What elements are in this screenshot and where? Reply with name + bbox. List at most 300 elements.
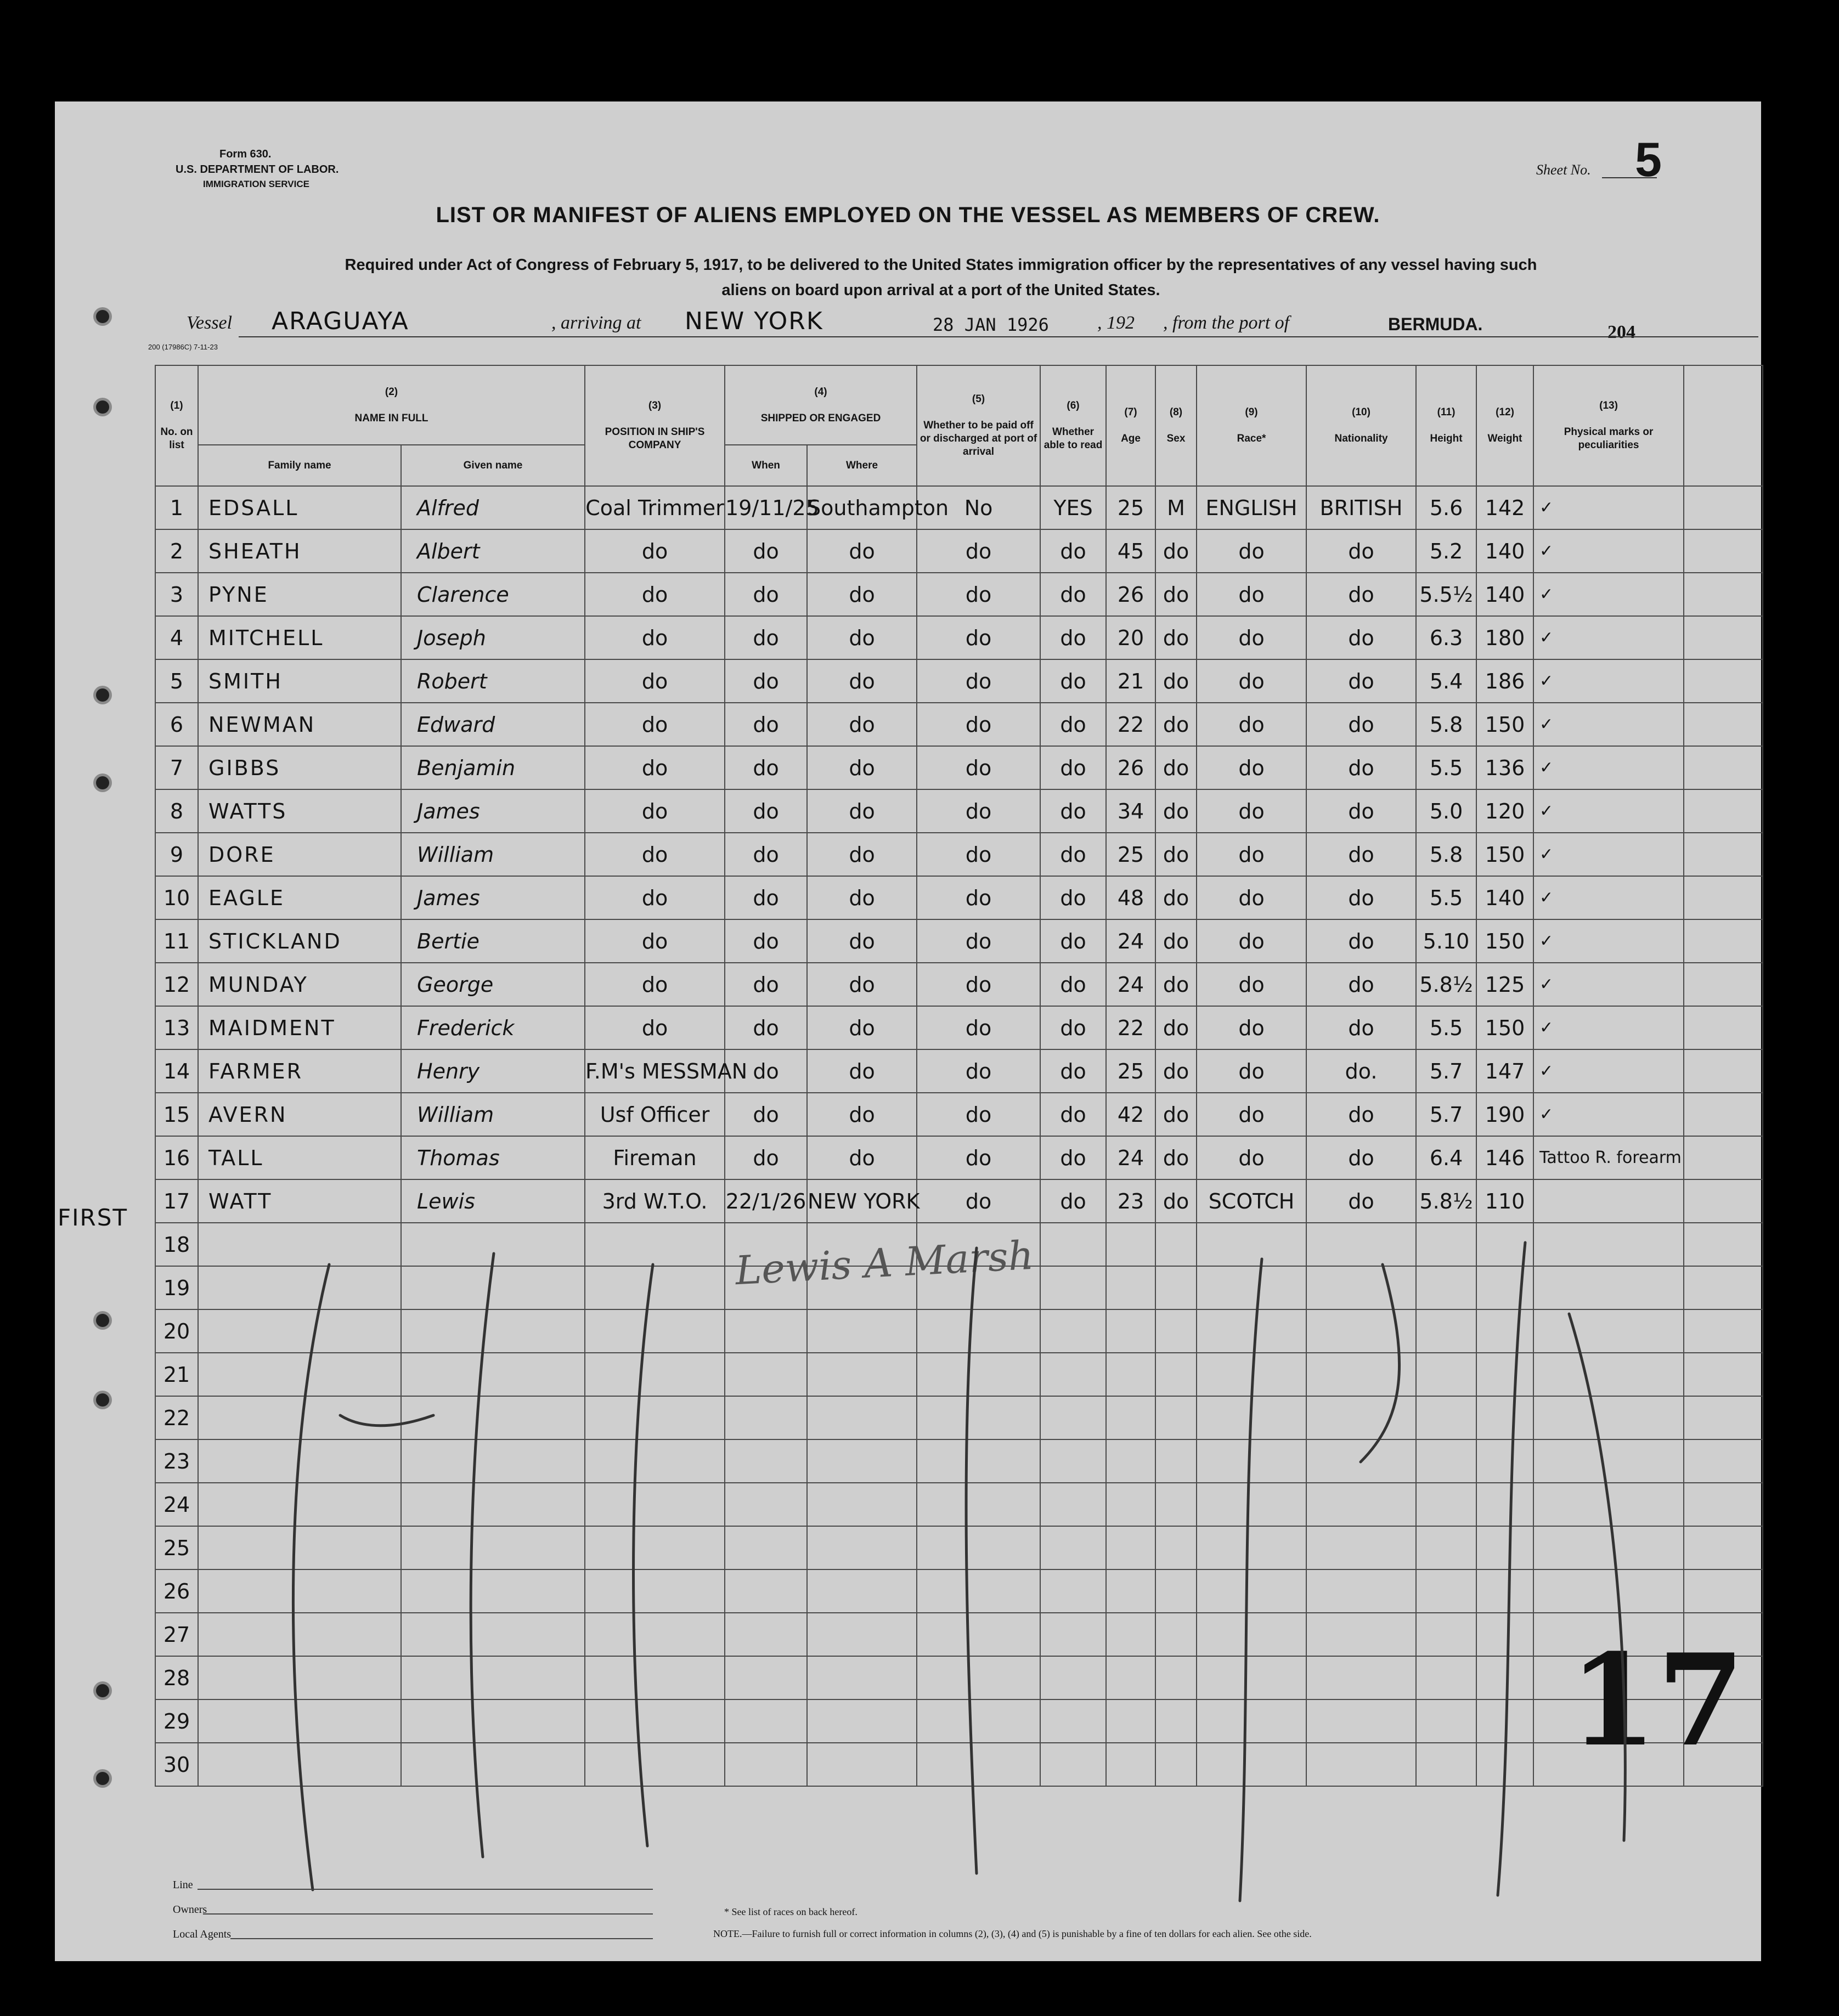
cell-race: do [1197, 1049, 1306, 1093]
cell-sex: do [1155, 1179, 1197, 1223]
cell-race: do [1197, 573, 1306, 616]
cell-paid: No [917, 486, 1040, 529]
cell-marks: ✓ [1533, 486, 1684, 529]
row-number: 6 [155, 703, 198, 746]
cell-paid: do [917, 1006, 1040, 1049]
cell-marks: Tattoo R. forearm [1533, 1136, 1684, 1179]
row-number: 26 [155, 1569, 198, 1613]
service-name: IMMIGRATION SERVICE [203, 179, 309, 189]
agents-label: Local Agents [173, 1928, 232, 1940]
cell-marks: ✓ [1533, 1006, 1684, 1049]
cell-where: do [807, 529, 917, 573]
cell-nationality: do [1306, 1179, 1416, 1223]
cell-paid: do [917, 963, 1040, 1006]
col-no-header: (1) No. on list [155, 365, 198, 486]
cell-position: F.M's MESSMAN [585, 1049, 725, 1093]
sheet-label: Sheet No. [1536, 162, 1591, 178]
cell-read: do [1040, 789, 1106, 833]
cell-race: do [1197, 963, 1306, 1006]
cell-position: do [585, 703, 725, 746]
cell-nationality: do [1306, 833, 1416, 876]
cell-given: Lewis [401, 1179, 585, 1223]
cell-read: do [1040, 573, 1106, 616]
cell-family: NEWMAN [198, 703, 401, 746]
row-number: 11 [155, 919, 198, 963]
cell-where: do [807, 919, 917, 963]
row-number: 8 [155, 789, 198, 833]
cell-family: MITCHELL [198, 616, 401, 659]
manifest-page [55, 101, 1761, 1961]
cell-when: do [725, 529, 807, 573]
cell-where: do [807, 616, 917, 659]
cell-position: do [585, 616, 725, 659]
manifest-title: LIST OR MANIFEST OF ALIENS EMPLOYED ON THE VESSEL AS MEMBERS OF CREW. [436, 203, 1380, 227]
cell-paid: do [917, 616, 1040, 659]
cell-marks: ✓ [1533, 616, 1684, 659]
cell-weight: 125 [1476, 963, 1533, 1006]
cell-sex: do [1155, 1049, 1197, 1093]
cell-family: TALL [198, 1136, 401, 1179]
cell-sex: do [1155, 1093, 1197, 1136]
cell-height: 5.4 [1416, 659, 1476, 703]
cell-age: 24 [1106, 1136, 1155, 1179]
cell-where: do [807, 1136, 917, 1179]
owners-label: Owners [173, 1904, 207, 1916]
cell-paid: do [917, 746, 1040, 789]
cell-race: do [1197, 876, 1306, 919]
cell-where: do [807, 703, 917, 746]
row-number: 5 [155, 659, 198, 703]
cell-read: do [1040, 1049, 1106, 1093]
cell-height: 5.2 [1416, 529, 1476, 573]
col-paid-header: (5) Whether to be paid off or discharged at port of arrival [917, 365, 1040, 486]
cell-marks: ✓ [1533, 573, 1684, 616]
cell-sex: do [1155, 703, 1197, 746]
cell-given: Thomas [401, 1136, 585, 1179]
col-name-header: (2) NAME IN FULL [198, 365, 585, 445]
races-note: * See list of races on back hereof. [724, 1906, 858, 1917]
cell-read: do [1040, 1006, 1106, 1049]
cell-marks: ✓ [1533, 746, 1684, 789]
cell-age: 25 [1106, 1049, 1155, 1093]
row-number: 14 [155, 1049, 198, 1093]
cell-paid: do [917, 529, 1040, 573]
cell-marks: ✓ [1533, 789, 1684, 833]
row-number: 28 [155, 1656, 198, 1699]
cell-family: DORE [198, 833, 401, 876]
cell-height: 5.5 [1416, 1006, 1476, 1049]
cell-when: do [725, 703, 807, 746]
line-label: Line [173, 1879, 193, 1891]
cell-marks: ✓ [1533, 963, 1684, 1006]
cell-when: do [725, 746, 807, 789]
cell-marks: ✓ [1533, 876, 1684, 919]
cell-paid: do [917, 919, 1040, 963]
cell-nationality: do [1306, 703, 1416, 746]
row-number: 20 [155, 1309, 198, 1353]
col-race-header: (9) Race* [1197, 365, 1306, 486]
cell-age: 22 [1106, 1006, 1155, 1049]
cell-age: 26 [1106, 573, 1155, 616]
cell-given: Henry [401, 1049, 585, 1093]
cell-where: do [807, 833, 917, 876]
cell-weight: 110 [1476, 1179, 1533, 1223]
cell-weight: 146 [1476, 1136, 1533, 1179]
row-number: 30 [155, 1743, 198, 1786]
cell-given: William [401, 833, 585, 876]
cell-where: Southampton [807, 486, 917, 529]
cell-nationality: do [1306, 659, 1416, 703]
col-read-header: (6) Whether able to read [1040, 365, 1106, 486]
penalty-note: NOTE.—Failure to furnish full or correct information in columns (2), (3), (4) and (5) is punishable by a fine of ten dollars for each alien. See othe side. [713, 1928, 1312, 1939]
cell-sex: do [1155, 789, 1197, 833]
cell-position: do [585, 919, 725, 963]
cell-given: Robert [401, 659, 585, 703]
cell-given: Edward [401, 703, 585, 746]
cell-height: 5.8 [1416, 703, 1476, 746]
cell-age: 42 [1106, 1093, 1155, 1136]
from-port-label: , from the port of [1163, 313, 1290, 333]
cell-family: STICKLAND [198, 919, 401, 963]
cell-weight: 140 [1476, 529, 1533, 573]
cell-nationality: BRITISH [1306, 486, 1416, 529]
row-number: 27 [155, 1613, 198, 1656]
cell-family: AVERN [198, 1093, 401, 1136]
cell-weight: 186 [1476, 659, 1533, 703]
cell-position: do [585, 789, 725, 833]
row-number: 18 [155, 1223, 198, 1266]
cell-sex: do [1155, 1136, 1197, 1179]
cell-family: FARMER [198, 1049, 401, 1093]
agents-rule [230, 1938, 653, 1939]
col-marks-header: (13) Physical marks or peculiarities [1533, 365, 1684, 486]
cell-weight: 150 [1476, 1006, 1533, 1049]
cell-given: Clarence [401, 573, 585, 616]
cell-race: do [1197, 616, 1306, 659]
cell-race: do [1197, 1093, 1306, 1136]
year-label: , 192 [1097, 313, 1135, 333]
cell-marks: ✓ [1533, 833, 1684, 876]
cell-age: 25 [1106, 833, 1155, 876]
cell-sex: M [1155, 486, 1197, 529]
cell-when: do [725, 919, 807, 963]
cell-sex: do [1155, 746, 1197, 789]
cell-age: 20 [1106, 616, 1155, 659]
cell-marks: ✓ [1533, 703, 1684, 746]
col-position-header: (3) POSITION IN SHIP'S COMPANY [585, 365, 725, 486]
row-number: 24 [155, 1483, 198, 1526]
cell-where: do [807, 876, 917, 919]
cell-race: do [1197, 1136, 1306, 1179]
cell-nationality: do [1306, 1006, 1416, 1049]
cell-age: 25 [1106, 486, 1155, 529]
cell-paid: do [917, 789, 1040, 833]
arrival-date-stamp: 28 JAN 1926 [933, 314, 1049, 335]
where-header: Where [807, 445, 917, 486]
cell-race: do [1197, 529, 1306, 573]
cell-weight: 136 [1476, 746, 1533, 789]
cell-race: do [1197, 789, 1306, 833]
cell-family: MAIDMENT [198, 1006, 401, 1049]
cell-position: do [585, 746, 725, 789]
cell-nationality: do [1306, 746, 1416, 789]
cell-when: do [725, 1093, 807, 1136]
cell-family: SMITH [198, 659, 401, 703]
cell-when: 19/11/25 [725, 486, 807, 529]
sheet-number: 5 [1635, 132, 1662, 187]
cell-where: do [807, 659, 917, 703]
cell-race: do [1197, 833, 1306, 876]
cell-nationality: do [1306, 919, 1416, 963]
cell-read: do [1040, 1136, 1106, 1179]
cell-read: do [1040, 919, 1106, 963]
cell-height: 5.7 [1416, 1049, 1476, 1093]
cell-read: do [1040, 1093, 1106, 1136]
cell-where: do [807, 1093, 917, 1136]
row-number: 13 [155, 1006, 198, 1049]
cell-family: WATT [198, 1179, 401, 1223]
cell-given: James [401, 789, 585, 833]
cell-paid: do [917, 1136, 1040, 1179]
cell-position: 3rd W.T.O. [585, 1179, 725, 1223]
cell-family: MUNDAY [198, 963, 401, 1006]
row-number: 29 [155, 1699, 198, 1743]
col-age-header: (7) Age [1106, 365, 1155, 486]
cell-paid: do [917, 876, 1040, 919]
cell-when: do [725, 963, 807, 1006]
pencil-strokes [55, 101, 1761, 1961]
vessel-name: ARAGUAYA [272, 307, 409, 335]
cell-age: 23 [1106, 1179, 1155, 1223]
cell-nationality: do [1306, 876, 1416, 919]
cell-paid: do [917, 1049, 1040, 1093]
cell-paid: do [917, 573, 1040, 616]
cell-given: George [401, 963, 585, 1006]
cell-age: 22 [1106, 703, 1155, 746]
cell-sex: do [1155, 963, 1197, 1006]
cell-sex: do [1155, 573, 1197, 616]
cell-sex: do [1155, 659, 1197, 703]
cell-age: 21 [1106, 659, 1155, 703]
cell-given: William [401, 1093, 585, 1136]
print-code: 200 (17986C) 7-11-23 [148, 343, 218, 351]
cell-position: Fireman [585, 1136, 725, 1179]
cell-nationality: do [1306, 789, 1416, 833]
col-sex-header: (8) Sex [1155, 365, 1197, 486]
manifest-subtitle-2: aliens on board upon arrival at a port of the United States. [721, 281, 1160, 299]
cell-given: Alfred [401, 486, 585, 529]
row-number: 2 [155, 529, 198, 573]
cell-race: do [1197, 1006, 1306, 1049]
cell-read: do [1040, 876, 1106, 919]
cell-paid: do [917, 833, 1040, 876]
cell-paid: do [917, 1179, 1040, 1223]
cell-given: Joseph [401, 616, 585, 659]
first-class-note: FIRST [58, 1204, 128, 1231]
row-number: 4 [155, 616, 198, 659]
cell-position: Usf Officer [585, 1093, 725, 1136]
cell-weight: 180 [1476, 616, 1533, 659]
cell-height: 5.5 [1416, 876, 1476, 919]
cell-read: do [1040, 703, 1106, 746]
cell-when: do [725, 876, 807, 919]
cell-nationality: do [1306, 616, 1416, 659]
row-number: 17 [155, 1179, 198, 1223]
cell-marks: ✓ [1533, 1049, 1684, 1093]
cell-sex: do [1155, 833, 1197, 876]
signature: Lewis A Marsh [734, 1232, 1035, 1294]
cell-race: do [1197, 746, 1306, 789]
row-number: 19 [155, 1266, 198, 1309]
row-number: 23 [155, 1439, 198, 1483]
cell-marks: ✓ [1533, 659, 1684, 703]
cell-weight: 150 [1476, 833, 1533, 876]
cell-age: 45 [1106, 529, 1155, 573]
cell-when: do [725, 789, 807, 833]
cell-paid: do [917, 703, 1040, 746]
cell-sex: do [1155, 529, 1197, 573]
cell-height: 6.3 [1416, 616, 1476, 659]
cell-age: 34 [1106, 789, 1155, 833]
cell-read: do [1040, 1179, 1106, 1223]
cell-position: do [585, 1006, 725, 1049]
col-shipped-header: (4) SHIPPED OR ENGAGED [725, 365, 917, 445]
cell-position: do [585, 529, 725, 573]
cell-given: Albert [401, 529, 585, 573]
cell-when: do [725, 833, 807, 876]
cell-height: 6.4 [1416, 1136, 1476, 1179]
cell-height: 5.8½ [1416, 963, 1476, 1006]
cell-read: do [1040, 963, 1106, 1006]
row-number: 7 [155, 746, 198, 789]
cell-read: do [1040, 529, 1106, 573]
page-code: 204 [1607, 322, 1635, 342]
row-number: 3 [155, 573, 198, 616]
cell-family: EAGLE [198, 876, 401, 919]
cell-sex: do [1155, 1006, 1197, 1049]
cell-when: do [725, 616, 807, 659]
family-name-header: Family name [198, 445, 401, 486]
cell-race: ENGLISH [1197, 486, 1306, 529]
cell-read: do [1040, 616, 1106, 659]
cell-where: do [807, 963, 917, 1006]
cell-when: do [725, 573, 807, 616]
cell-weight: 140 [1476, 876, 1533, 919]
cell-nationality: do [1306, 963, 1416, 1006]
arrival-port: NEW YORK [685, 307, 823, 335]
cell-given: James [401, 876, 585, 919]
cell-race: do [1197, 659, 1306, 703]
cell-height: 5.8½ [1416, 1179, 1476, 1223]
cell-given: Benjamin [401, 746, 585, 789]
cell-race: do [1197, 703, 1306, 746]
row-number: 15 [155, 1093, 198, 1136]
cell-height: 5.6 [1416, 486, 1476, 529]
cell-read: do [1040, 833, 1106, 876]
cell-read: do [1040, 746, 1106, 789]
cell-family: PYNE [198, 573, 401, 616]
cell-race: do [1197, 919, 1306, 963]
cell-family: EDSALL [198, 486, 401, 529]
cell-where: do [807, 573, 917, 616]
cell-when: 22/1/26 [725, 1179, 807, 1223]
cell-height: 5.10 [1416, 919, 1476, 963]
cell-nationality: do [1306, 1136, 1416, 1179]
col-nationality-header: (10) Nationality [1306, 365, 1416, 486]
cell-position: do [585, 876, 725, 919]
cell-weight: 120 [1476, 789, 1533, 833]
cell-sex: do [1155, 876, 1197, 919]
owners-rule [203, 1913, 653, 1915]
cell-when: do [725, 1006, 807, 1049]
cell-sex: do [1155, 919, 1197, 963]
vessel-label: Vessel [187, 313, 233, 333]
cell-race: SCOTCH [1197, 1179, 1306, 1223]
col-height-header: (11) Height [1416, 365, 1476, 486]
cell-height: 5.0 [1416, 789, 1476, 833]
cell-height: 5.5 [1416, 746, 1476, 789]
cell-when: do [725, 659, 807, 703]
when-header: When [725, 445, 807, 486]
row-number: 9 [155, 833, 198, 876]
cell-age: 24 [1106, 963, 1155, 1006]
line-rule [198, 1889, 653, 1890]
cell-age: 26 [1106, 746, 1155, 789]
col-weight-header: (12) Weight [1476, 365, 1533, 486]
row-number: 16 [155, 1136, 198, 1179]
form-number: Form 630. [219, 148, 272, 160]
manifest-subtitle-1: Required under Act of Congress of February 5, 1917, to be delivered to the United States immigration officer by the representatives of any vessel having such [345, 256, 1537, 274]
cell-where: NEW YORK [807, 1179, 917, 1223]
cell-age: 48 [1106, 876, 1155, 919]
cell-weight: 190 [1476, 1093, 1533, 1136]
cell-weight: 142 [1476, 486, 1533, 529]
cell-nationality: do [1306, 529, 1416, 573]
total-count: 17 [1569, 1627, 1745, 1775]
cell-weight: 150 [1476, 919, 1533, 963]
cell-nationality: do [1306, 1093, 1416, 1136]
cell-read: YES [1040, 486, 1106, 529]
row-number: 25 [155, 1526, 198, 1569]
cell-marks: ✓ [1533, 919, 1684, 963]
cell-marks: ✓ [1533, 529, 1684, 573]
cell-position: Coal Trimmer [585, 486, 725, 529]
cell-nationality: do. [1306, 1049, 1416, 1093]
cell-family: GIBBS [198, 746, 401, 789]
cell-paid: do [917, 659, 1040, 703]
given-name-header: Given name [401, 445, 585, 486]
cell-read: do [1040, 659, 1106, 703]
row-number: 22 [155, 1396, 198, 1439]
cell-where: do [807, 789, 917, 833]
cell-given: Frederick [401, 1006, 585, 1049]
cell-position: do [585, 963, 725, 1006]
cell-position: do [585, 573, 725, 616]
cell-when: do [725, 1136, 807, 1179]
cell-age: 24 [1106, 919, 1155, 963]
departure-port: BERMUDA. [1388, 314, 1483, 334]
cell-family: WATTS [198, 789, 401, 833]
cell-nationality: do [1306, 573, 1416, 616]
cell-paid: do [917, 1093, 1040, 1136]
cell-weight: 140 [1476, 573, 1533, 616]
cell-height: 5.5½ [1416, 573, 1476, 616]
cell-position: do [585, 659, 725, 703]
cell-where: do [807, 746, 917, 789]
row-number: 21 [155, 1353, 198, 1396]
cell-weight: 147 [1476, 1049, 1533, 1093]
cell-when: do [725, 1049, 807, 1093]
